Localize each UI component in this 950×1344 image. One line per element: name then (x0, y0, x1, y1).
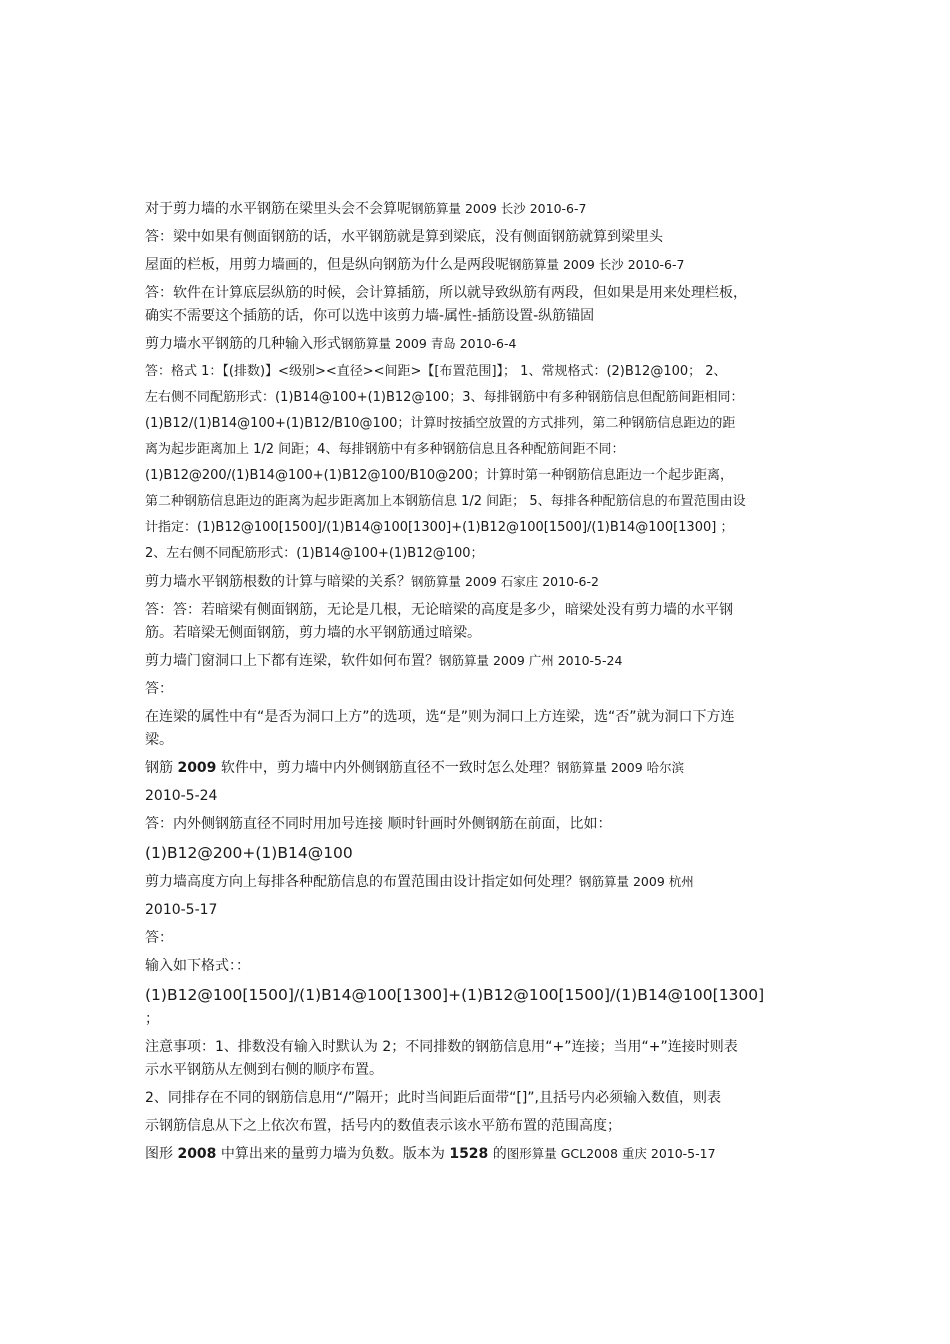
question-line: 剪力墙水平钢筋根数的计算与暗梁的关系？钢筋算量 2009 石家庄 2010-6-2 (145, 574, 599, 590)
answer-line: 计指定：(1)B12@100[1500]/(1)B14@100[1300]+(1)B12@100[1500]/(1)B14@100[1300] ； (145, 520, 734, 535)
answer-line: 答： (145, 930, 173, 946)
answer-line: 答：答：若暗梁有侧面钢筋，无论是几根，无论暗梁的高度是多少，暗梁处没有剪力墙的水平钢 (145, 602, 733, 618)
question-line: 剪力墙高度方向上每排各种配筋信息的布置范围由设计指定如何处理？钢筋算量 2009 杭州 (145, 874, 694, 890)
answer-line: 答：内外侧钢筋直径不同时用加号连接 顺时针画时外侧钢筋在前面，比如： (145, 816, 612, 832)
answer-line: 离为起步距离加上 1/2 间距；4、每排钢筋中有多种钢筋信息且各种配筋间距不同： (145, 442, 625, 457)
answer-line: 左右侧不同配筋形式：(1)B14@100+(1)B12@100；3、每排钢筋中有多种钢筋信息但配筋间距相同： (145, 390, 744, 405)
question-line: 对于剪力墙的水平钢筋在梁里头会不会算呢钢筋算量 2009 长沙 2010-6-7 (145, 201, 587, 217)
answer-line: 梁。 (145, 732, 173, 748)
answer-line: (1)B12@200+(1)B14@100 (145, 844, 353, 862)
question-line: 2010-5-24 (145, 788, 218, 804)
question-line: 剪力墙水平钢筋的几种输入形式钢筋算量 2009 青岛 2010-6-4 (145, 336, 517, 352)
document-body (145, 199, 815, 1164)
answer-line: 示水平钢筋从左侧到右侧的顺序布置。 (145, 1062, 383, 1078)
answer-line: 答：格式 1：【(排数)】<级别><直径><间距>【[布置范围]】； 1、常规格式：(2)B12@100； 2、 (145, 364, 727, 379)
answer-line: (1)B12/(1)B14@100+(1)B12/B10@100；计算时按插空放置的方式排列，第二种钢筋信息距边的距 (145, 416, 736, 431)
answer-line: 示钢筋信息从下之上依次布置，括号内的数值表示该水平筋布置的范围高度； (145, 1118, 621, 1134)
question-line: 图形 2008 中算出来的量剪力墙为负数。版本为 1528 的图形算量 GCL2008 重庆 2010-5-17 (145, 1146, 716, 1162)
answer-line: 2、同排存在不同的钢筋信息用“/”隔开；此时当间距后面带“[]”,且括号内必须输入数值，则表 (145, 1090, 722, 1106)
answer-line: (1)B12@100[1500]/(1)B14@100[1300]+(1)B12@100[1500]/(1)B14@100[1300] (145, 986, 765, 1004)
question-line: 2010-5-17 (145, 902, 218, 918)
answer-line: 输入如下格式：： (145, 958, 250, 974)
answer-line: 确实不需要这个插筋的话，你可以选中该剪力墙-属性-插筋设置-纵筋锚固 (145, 308, 595, 324)
answer-line: 注意事项：1、排数没有输入时默认为 2；不同排数的钢筋信息用“+”连接；当用“+”连接时则表 (145, 1039, 738, 1055)
answer-line: (1)B12@200/(1)B14@100+(1)B12@100/B10@200；计算时第一种钢筋信息距边一个起步距离， (145, 468, 733, 483)
answer-line: 第二种钢筋信息距边的距离为起步距离加上本钢筋信息 1/2 间距； 5、每排各种配筋信息的布置范围由设 (145, 494, 746, 509)
answer-line: ； (145, 1011, 159, 1027)
answer-line: 答：软件在计算底层纵筋的时候，会计算插筋，所以就导致纵筋有两段，但如果是用来处理栏板， (145, 285, 747, 301)
question-line: 钢筋 2009 软件中，剪力墙中内外侧钢筋直径不一致时怎么处理？钢筋算量 2009 哈尔滨 (145, 760, 685, 776)
question-line: 屋面的栏板，用剪力墙画的，但是纵向钢筋为什么是两段呢钢筋算量 2009 长沙 2010-6-7 (145, 257, 685, 273)
answer-line: 在连梁的属性中有“是否为洞口上方”的选项，选“是”则为洞口上方连梁，选“否”就为洞口下方连 (145, 709, 735, 725)
answer-line: 答： (145, 681, 173, 697)
answer-line: 筋。若暗梁无侧面钢筋，剪力墙的水平钢筋通过暗梁。 (145, 625, 481, 641)
answer-line: 答：梁中如果有侧面钢筋的话，水平钢筋就是算到梁底，没有侧面钢筋就算到梁里头 (145, 229, 663, 245)
question-line: 剪力墙门窗洞口上下都有连梁，软件如何布置？钢筋算量 2009 广州 2010-5-24 (145, 653, 623, 669)
answer-line: 2、左右侧不同配筋形式：(1)B14@100+(1)B12@100； (145, 546, 484, 561)
